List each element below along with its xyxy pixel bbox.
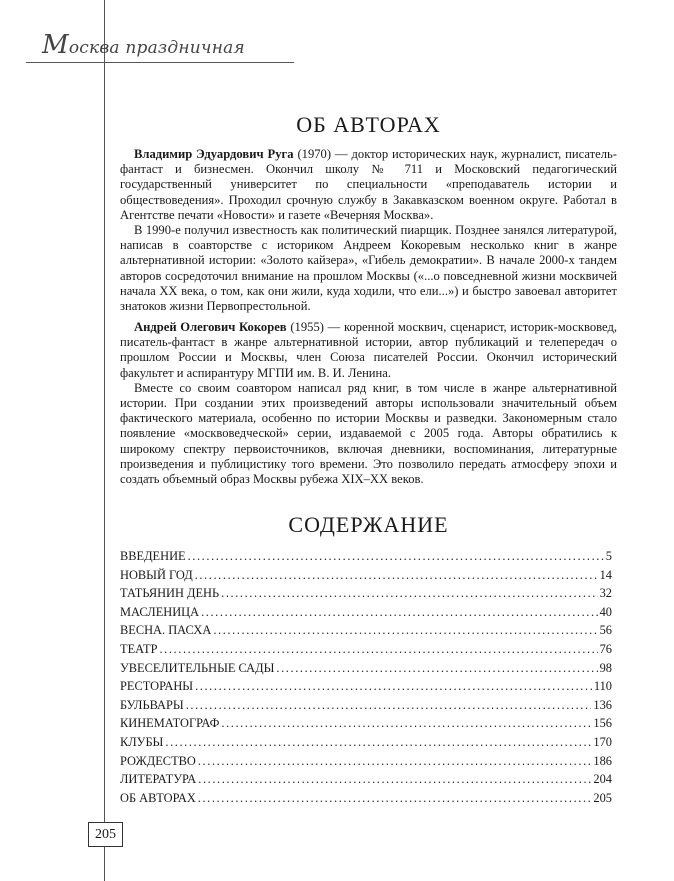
toc-entry[interactable]	[120, 549, 612, 568]
bio-ruga-paragraph-1	[120, 147, 617, 223]
toc-leader-dots	[198, 772, 591, 787]
toc-leader-dots	[276, 661, 597, 676]
bio-kokorev	[120, 320, 617, 487]
running-head-capital: М	[42, 30, 69, 60]
bio-ruga	[120, 147, 617, 314]
margin-vertical-rule	[104, 0, 105, 881]
toc-leader-dots	[195, 568, 598, 583]
toc-leader-dots	[198, 791, 592, 806]
toc-entry[interactable]	[120, 605, 612, 624]
toc-leader-dots	[221, 716, 591, 731]
toc-leader-dots	[213, 623, 597, 638]
toc-entry-page: 14	[599, 567, 612, 582]
bio-ruga-paragraph-2: В 1990-е получил известность как политический пиарщик. Позднее занялся литературой, написав в соавторстве с историком Андреем Кокоревым несколько книг в жанре альтернативной истории: «Золото кайзера», «Гибель демократии». В начале 2000-х тандем авторов сосредоточил внимание на прошлом Москвы («...о повседневной жизни москвичей начала XX века, о том, как они жили, куда ходили, что ели...») и быстро завоевал авторитет знатоков жизни Первопрестольной.	[120, 223, 617, 314]
running-head-text: осква праздничная	[68, 38, 245, 58]
toc-entry-label: УВЕСЕЛИТЕЛЬНЫЕ САДЫ	[120, 660, 275, 675]
toc-entry[interactable]	[120, 716, 612, 735]
toc-entry[interactable]	[120, 679, 612, 698]
bio-ruga-text-1: (1970) — доктор исторических наук, журналист, писатель-фантаст и бизнесмен. Окончил школу № 711 и Московский педагогический государственный университет по специальности «преподаватель истории и обществоведения». Проходил срочную службу в Закавказском военном округе. Работал в Агентстве печати «Новости» и газете «Вечерняя Москва».	[120, 147, 617, 222]
toc-entry[interactable]	[120, 754, 612, 773]
toc-entry-page: 186	[593, 753, 612, 768]
toc-entry-page: 136	[593, 697, 612, 712]
toc-leader-dots	[165, 735, 591, 750]
running-head	[42, 30, 245, 60]
toc-entry[interactable]	[120, 772, 612, 791]
page-number: 205	[88, 822, 123, 847]
toc-entry-label: ВЕСНА. ПАСХА	[120, 623, 212, 638]
toc-entry[interactable]	[120, 642, 612, 661]
toc-entry[interactable]	[120, 661, 612, 680]
contents-title: СОДЕРЖАНИЕ	[288, 512, 449, 537]
toc-entry-page: 156	[593, 716, 612, 731]
toc-entry-label: РОЖДЕСТВО	[120, 753, 196, 768]
toc-leader-dots	[188, 549, 604, 564]
toc-entry-label: ОБ АВТОРАХ	[120, 790, 196, 805]
toc-entry-label: БУЛЬВАРЫ	[120, 697, 184, 712]
toc-leader-dots	[221, 586, 597, 601]
toc-entry-label: КЛУБЫ	[120, 734, 164, 749]
toc-entry-page: 204	[593, 772, 612, 787]
toc-entry-label: ВВЕДЕНИЕ	[120, 549, 186, 563]
bio-kokorev-name: Андрей Олегович Кокорев	[134, 320, 287, 334]
bio-kokorev-paragraph-1	[120, 320, 617, 381]
toc-entry-page: 76	[599, 641, 612, 656]
header-horizontal-rule	[26, 62, 294, 63]
toc-entry-page: 5	[605, 549, 612, 563]
toc-entry[interactable]	[120, 735, 612, 754]
toc-leader-dots	[201, 605, 598, 620]
toc-entry-label: РЕСТОРАНЫ	[120, 679, 194, 694]
toc-entry[interactable]	[120, 698, 612, 717]
toc-entry-page: 40	[599, 604, 612, 619]
authors-title: ОБ АВТОРАХ	[296, 112, 441, 137]
toc-entry[interactable]	[120, 791, 612, 810]
toc-entry[interactable]	[120, 586, 612, 605]
toc-entry-label: МАСЛЕНИЦА	[120, 604, 200, 619]
bio-kokorev-text-1: (1955) — коренной москвич, сценарист, историк-москвовед, писатель-фантаст в жанре альтернативной истории, автор публикаций и телепередач о прошлом России и Москвы, член Союза писателей России. Окончил исторический факультет и аспирантуру МГПИ им. В. И. Ленина.	[120, 320, 617, 380]
toc-leader-dots	[186, 698, 592, 713]
toc-entry-label: ТАТЬЯНИН ДЕНЬ	[120, 586, 220, 601]
bio-ruga-name: Владимир Эдуардович Руга	[134, 147, 294, 161]
toc-entry[interactable]	[120, 568, 612, 587]
toc-entry-page: 110	[593, 679, 612, 694]
toc-entry-label: ТЕАТР	[120, 641, 158, 656]
table-of-contents	[120, 549, 612, 809]
toc-entry-page: 98	[599, 660, 612, 675]
toc-entry-label: НОВЫЙ ГОД	[120, 567, 193, 582]
toc-entry-page: 170	[593, 734, 612, 749]
toc-entry[interactable]	[120, 623, 612, 642]
toc-leader-dots	[198, 754, 592, 769]
bio-kokorev-paragraph-2: Вместе со своим соавтором написал ряд книг, в том числе в жанре альтернативной истории. При создании этих произведений авторы использовали значительный объем фактического материала, особенно по истории Москвы и разведки. Закономерным стало появление «москвоведческой» серии, издаваемой с 2005 года. Авторы обратились к широкому спектру первоисточников, включая дневники, воспоминания, литературные произведения и публицистику того времени. Это позволило передать атмосферу эпохи и создать объемный образ Москвы рубежа XIX–XX веков.	[120, 380, 617, 487]
toc-entry-page: 56	[599, 623, 612, 638]
toc-entry-page: 32	[599, 586, 612, 601]
toc-leader-dots	[195, 679, 592, 694]
toc-entry-page: 205	[593, 790, 612, 805]
toc-entry-label: КИНЕМАТОГРАФ	[120, 716, 220, 731]
toc-leader-dots	[159, 642, 597, 657]
toc-entry-label: ЛИТЕРАТУРА	[120, 772, 197, 787]
